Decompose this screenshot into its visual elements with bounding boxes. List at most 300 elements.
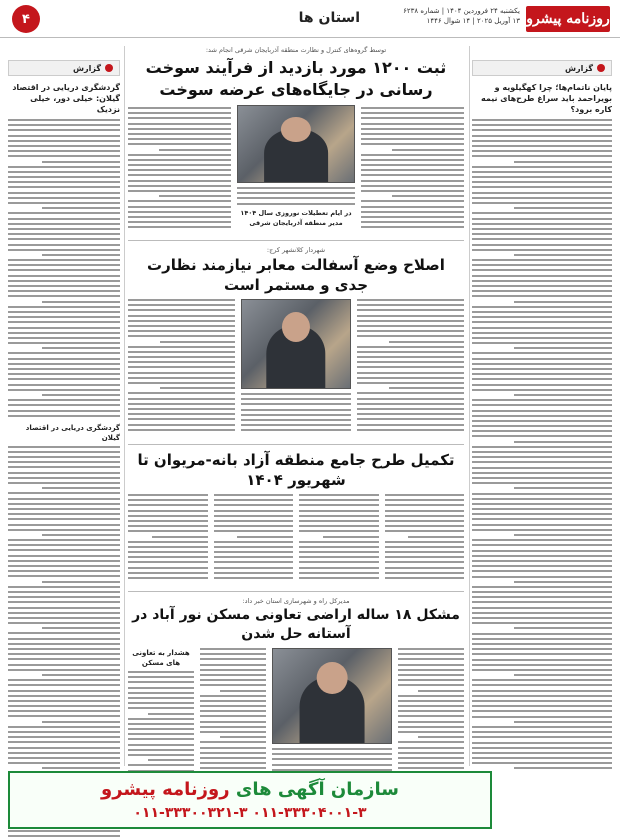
text-line [357, 366, 464, 368]
text-line [385, 494, 465, 496]
text-line [8, 835, 120, 837]
article-body [357, 299, 464, 439]
text-line [128, 315, 235, 317]
text-line [128, 211, 231, 213]
text-line [8, 119, 120, 121]
text-line [385, 577, 465, 579]
text-line [472, 430, 612, 432]
text-line [472, 684, 612, 686]
text-line [241, 419, 351, 421]
text-line [472, 342, 612, 344]
article-body [237, 187, 355, 205]
text-line [128, 180, 231, 182]
text-line [8, 218, 120, 220]
text-line [472, 586, 612, 588]
text-line [472, 762, 612, 764]
text-line [214, 572, 294, 574]
text-line [8, 596, 120, 598]
text-line [361, 138, 464, 140]
text-line [8, 472, 120, 474]
story-headline: مشکل ۱۸ ساله اراضی تعاونی مسکن نور آباد در آستانه حل شدن [132, 607, 460, 642]
text-line [472, 311, 612, 313]
text-line [472, 238, 612, 240]
text-line [200, 731, 266, 733]
text-line [128, 320, 235, 322]
text-line [392, 195, 464, 197]
text-line [128, 676, 194, 678]
text-line [472, 321, 612, 323]
column-divider [124, 46, 125, 766]
text-line [128, 702, 194, 704]
text-line [472, 498, 612, 500]
text-line [8, 368, 120, 370]
text-line [8, 705, 120, 707]
text-line [8, 607, 120, 609]
text-line [357, 408, 464, 410]
text-line [361, 133, 464, 135]
text-line [214, 551, 294, 553]
text-line [272, 764, 392, 766]
article-body [200, 648, 266, 788]
text-line [8, 202, 120, 204]
text-line [357, 372, 464, 374]
text-line [8, 741, 120, 743]
text-line [8, 285, 120, 287]
text-line [128, 403, 235, 405]
report-label-text: گزارش [72, 63, 101, 73]
text-line [385, 541, 465, 543]
text-line [357, 325, 464, 327]
text-line [8, 752, 120, 754]
text-line [8, 570, 120, 572]
text-line [128, 226, 231, 228]
text-line [128, 510, 208, 512]
text-line [8, 518, 120, 520]
text-line [237, 536, 293, 538]
text-line [8, 264, 120, 266]
text-line [8, 736, 120, 738]
masthead [0, 0, 620, 38]
text-line [8, 249, 120, 251]
text-line [42, 347, 120, 349]
text-line [398, 679, 464, 681]
text-line [472, 119, 612, 121]
text-line [472, 513, 612, 515]
text-line [472, 435, 612, 437]
story-headline: تکمیل طرح جامع منطقه آزاد بانه-مریوان تا شهریور ۱۴۰۴ [137, 451, 455, 489]
text-line [357, 356, 464, 358]
text-line [8, 171, 120, 173]
text-line [8, 451, 120, 453]
text-line [128, 744, 194, 746]
text-line [42, 394, 120, 396]
text-line [472, 612, 612, 614]
text-line [472, 373, 612, 375]
text-line [8, 321, 120, 323]
text-line [128, 112, 231, 114]
story-kicker: مدیرکل راه و شهرسازی استان خبر داد: [242, 597, 350, 605]
text-line [8, 373, 120, 375]
text-line [272, 753, 392, 755]
text-line [200, 695, 266, 697]
text-line [361, 159, 464, 161]
text-line [472, 731, 612, 733]
divider [128, 240, 464, 241]
section-title: استان ها [298, 10, 360, 26]
right-column [472, 60, 612, 769]
text-line [8, 508, 120, 510]
text-line [128, 546, 208, 548]
text-line [361, 154, 464, 156]
text-line [398, 715, 464, 717]
text-line [8, 176, 120, 178]
article-body [472, 119, 612, 769]
text-line [8, 690, 120, 692]
text-line [128, 561, 208, 563]
text-line [392, 149, 464, 151]
text-line [8, 228, 120, 230]
text-line [472, 607, 612, 609]
text-line [472, 716, 612, 718]
text-line [128, 185, 231, 187]
text-line [8, 617, 120, 619]
text-line [398, 741, 464, 743]
text-line [128, 429, 235, 431]
text-line [472, 493, 612, 495]
text-line [514, 721, 612, 723]
text-line [8, 513, 120, 515]
text-line [241, 409, 351, 411]
text-line [214, 494, 294, 496]
text-line [214, 525, 294, 527]
text-line [357, 398, 464, 400]
text-line [128, 330, 235, 332]
text-line [128, 738, 194, 740]
text-line [8, 378, 120, 380]
story-kicker: شهردار کلانشهر کرج: [266, 246, 326, 254]
text-line [472, 544, 612, 546]
text-line [472, 705, 612, 707]
text-line [241, 424, 351, 426]
text-line [128, 366, 235, 368]
text-line [8, 492, 120, 494]
text-line [42, 674, 120, 676]
story-kicker: توسط گروه‌های کنترل و نظارت منطقه آذربایجان شرقی انجام شد: [205, 46, 387, 54]
text-line [472, 565, 612, 567]
text-line [128, 413, 235, 415]
text-line [8, 539, 120, 541]
text-line [472, 508, 612, 510]
text-line [200, 715, 266, 717]
text-line [472, 404, 612, 406]
left-column-subhead: گردشگری دریایی در اقتصاد گیلان [25, 423, 120, 442]
text-line [148, 759, 194, 761]
story-free-zone [128, 450, 464, 586]
text-line [472, 757, 612, 759]
text-line [42, 721, 120, 723]
column-divider [469, 46, 470, 766]
text-line [8, 555, 120, 557]
text-line [472, 617, 612, 619]
text-line [200, 674, 266, 676]
text-line [8, 337, 120, 339]
text-line [418, 736, 464, 738]
text-line [272, 758, 392, 760]
text-line [472, 638, 612, 640]
text-line [472, 690, 612, 692]
text-line [299, 504, 379, 506]
text-line [128, 117, 231, 119]
text-line [8, 498, 120, 500]
text-line [8, 399, 120, 401]
text-line [8, 715, 120, 717]
text-line [214, 561, 294, 563]
text-line [385, 520, 465, 522]
text-line [472, 389, 612, 391]
text-line [8, 529, 120, 531]
text-line [200, 757, 266, 759]
text-line [8, 223, 120, 225]
text-line [361, 143, 464, 145]
article-body [128, 105, 231, 235]
text-line [8, 129, 120, 131]
text-line [472, 399, 612, 401]
text-line [8, 352, 120, 354]
text-line [8, 269, 120, 271]
text-line [200, 710, 266, 712]
text-line [8, 244, 120, 246]
text-line [128, 499, 208, 501]
text-line [472, 622, 612, 624]
text-line [472, 461, 612, 463]
issue-info [403, 6, 520, 26]
text-line [398, 669, 464, 671]
text-line [42, 627, 120, 629]
text-line [398, 705, 464, 707]
text-line [200, 648, 266, 650]
text-line [398, 648, 464, 650]
text-line [8, 145, 120, 147]
text-line [8, 544, 120, 546]
text-line [128, 143, 231, 145]
text-line [472, 259, 612, 261]
text-line [472, 659, 612, 661]
text-line [8, 830, 120, 832]
text-line [128, 692, 194, 694]
text-line [128, 567, 208, 569]
text-line [214, 530, 294, 532]
text-line [357, 335, 464, 337]
text-line [357, 351, 464, 353]
report-label [472, 60, 612, 76]
text-line [472, 166, 612, 168]
page-number-badge: ۴ [12, 5, 40, 33]
text-line [128, 190, 231, 192]
text-line [357, 320, 464, 322]
text-line [8, 601, 120, 603]
text-line [398, 658, 464, 660]
text-line [472, 181, 612, 183]
text-line [8, 275, 120, 277]
text-line [472, 700, 612, 702]
text-line [472, 420, 612, 422]
text-line [472, 197, 612, 199]
text-line [241, 403, 351, 405]
text-line [398, 767, 464, 769]
text-line [8, 384, 120, 386]
text-line [472, 378, 612, 380]
article-body [128, 299, 235, 439]
text-line [385, 551, 465, 553]
text-line [357, 413, 464, 415]
text-line [128, 408, 235, 410]
text-line [472, 285, 612, 287]
text-line [472, 736, 612, 738]
text-line [42, 254, 120, 256]
text-line [472, 477, 612, 479]
text-line [472, 472, 612, 474]
text-line [128, 718, 194, 720]
text-line [385, 572, 465, 574]
text-line [472, 643, 612, 645]
text-line [8, 140, 120, 142]
text-line [361, 211, 464, 213]
text-line [472, 752, 612, 754]
text-line [8, 311, 120, 313]
text-line [385, 504, 465, 506]
text-line [200, 747, 266, 749]
text-line [472, 337, 612, 339]
story-headline: اصلاح وضع آسفالت معابر نیازمند نظارت جدی و مستمر است [147, 256, 445, 294]
text-line [472, 456, 612, 458]
left-column [8, 60, 120, 837]
text-line [299, 499, 379, 501]
text-line [42, 487, 120, 489]
text-line [200, 721, 266, 723]
text-line [128, 764, 194, 766]
text-line [128, 697, 194, 699]
text-line [128, 754, 194, 756]
issue-date-gregorian: ۱۳ آوریل ۲۰۲۵ | ۱۴ شوال ۱۴۴۶ [426, 17, 520, 25]
issue-date-persian: یکشنبه ۲۴ فروردین ۱۴۰۴ | شماره ۶۲۳۸ [403, 7, 520, 15]
text-line [385, 499, 465, 501]
text-line [398, 695, 464, 697]
text-line [472, 695, 612, 697]
text-line [385, 556, 465, 558]
text-line [200, 653, 266, 655]
text-line [472, 363, 612, 365]
text-line [472, 280, 612, 282]
text-line [128, 541, 208, 543]
text-line [8, 238, 120, 240]
text-line [472, 192, 612, 194]
text-line [357, 304, 464, 306]
text-line [514, 441, 612, 443]
text-line [514, 347, 612, 349]
text-line [128, 304, 235, 306]
text-line [472, 726, 612, 728]
text-line [299, 567, 379, 569]
text-line [361, 190, 464, 192]
story-subhead-line: مدیر منطقه آذربایجان شرقی [249, 218, 343, 227]
text-line [472, 218, 612, 220]
text-line [472, 124, 612, 126]
text-line [357, 418, 464, 420]
text-line [472, 550, 612, 552]
text-line [398, 721, 464, 723]
text-line [472, 228, 612, 230]
text-line [8, 477, 120, 479]
text-line [128, 200, 231, 202]
text-line [128, 728, 194, 730]
text-line [8, 342, 120, 344]
text-line [472, 306, 612, 308]
text-line [8, 731, 120, 733]
text-line [299, 515, 379, 517]
story-subhead-line: در ایام تعطیلات نوروزی سال ۱۴۰۴ [240, 208, 352, 217]
text-line [214, 510, 294, 512]
text-line [128, 424, 235, 426]
text-line [128, 221, 231, 223]
text-line [385, 561, 465, 563]
text-line [128, 335, 235, 337]
text-line [472, 482, 612, 484]
story-headline: ثبت ۱۲۰۰ مورد بازدید از فرآیند سوخت رسانی در جایگاه‌های عرضه سوخت [145, 58, 447, 99]
text-line [385, 546, 465, 548]
text-line [357, 309, 464, 311]
text-line [8, 461, 120, 463]
text-line [128, 107, 231, 109]
text-line [128, 351, 235, 353]
text-line [8, 648, 120, 650]
text-line [128, 164, 231, 166]
text-line [128, 671, 194, 673]
text-line [472, 415, 612, 417]
text-line [8, 290, 120, 292]
text-line [8, 700, 120, 702]
text-line [299, 572, 379, 574]
text-line [200, 664, 266, 666]
text-line [472, 747, 612, 749]
text-line [8, 586, 120, 588]
text-line [241, 398, 351, 400]
text-line [128, 123, 231, 125]
official-photo [237, 105, 355, 183]
text-line [128, 530, 208, 532]
text-line [357, 392, 464, 394]
text-line [472, 669, 612, 671]
text-line [514, 627, 612, 629]
text-line [160, 341, 235, 343]
text-line [389, 341, 464, 343]
text-line [514, 394, 612, 396]
text-line [200, 684, 266, 686]
text-line [357, 315, 464, 317]
text-line [214, 577, 294, 579]
text-line [272, 748, 392, 750]
text-line [128, 525, 208, 527]
text-line [361, 107, 464, 109]
text-line [398, 762, 464, 764]
article-body [385, 494, 465, 586]
text-line [8, 150, 120, 152]
text-line [8, 524, 120, 526]
text-line [200, 741, 266, 743]
text-line [472, 601, 612, 603]
text-line [472, 290, 612, 292]
ad-title-brand: روزنامه پیشرو [101, 779, 230, 800]
text-line [8, 446, 120, 448]
